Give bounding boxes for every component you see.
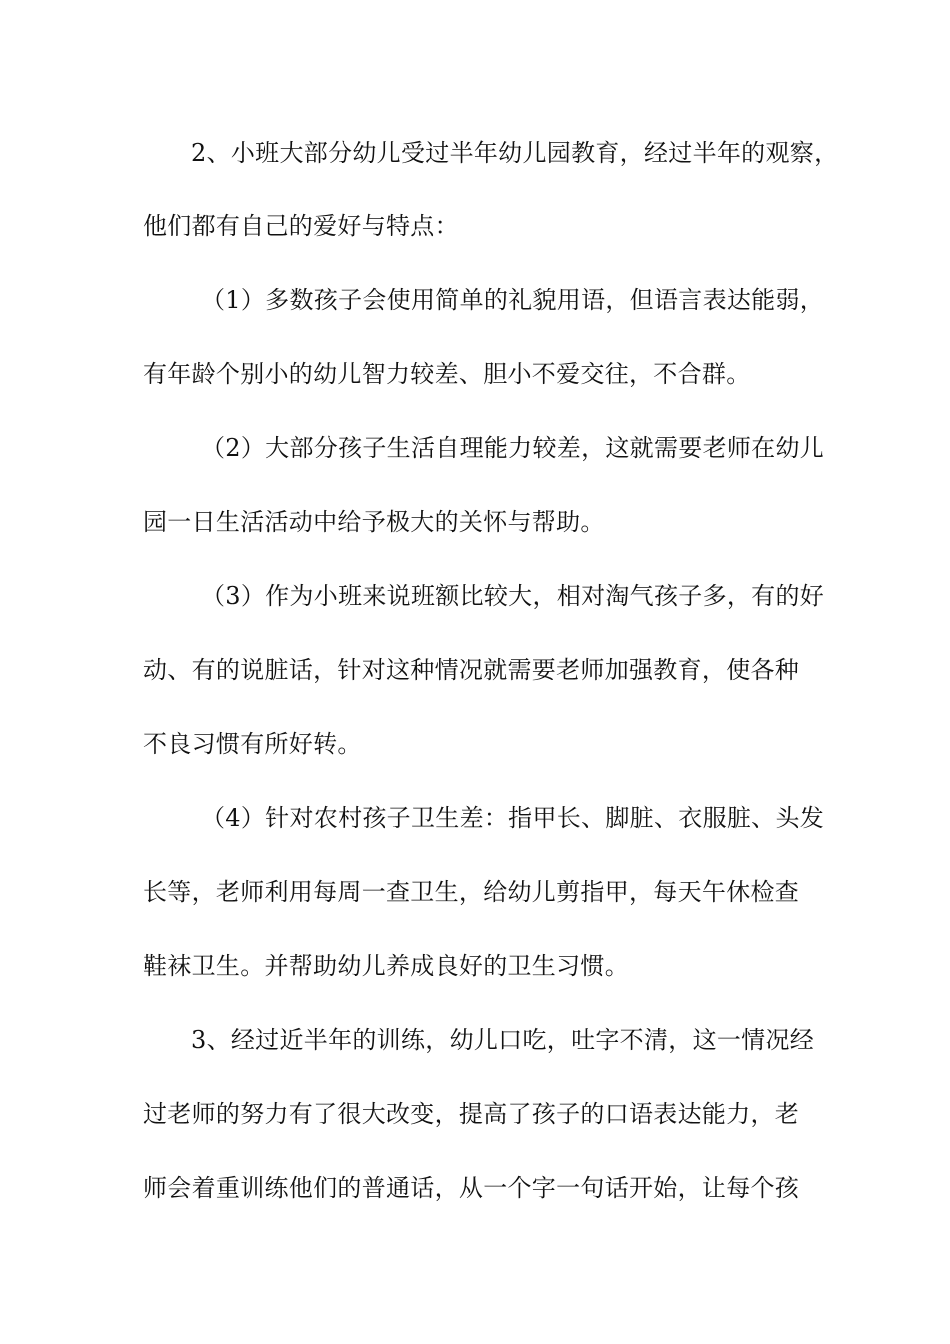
item-2-line-1: （2）大部分孩子生活自理能力较差，这就需要老师在幼儿	[201, 434, 825, 462]
item-3-line-3: 不良习惯有所好转。	[143, 730, 362, 758]
item-4-line-2: 长等，老师利用每周一查卫生，给幼儿剪指甲，每天午休检查	[143, 878, 800, 906]
item-1-line-1: （1）多数孩子会使用简单的礼貌用语，但语言表达能弱，	[201, 286, 825, 314]
item-1-line-2: 有年龄个别小的幼儿智力较差、胆小不爱交往，不合群。	[143, 360, 751, 388]
paragraph-2-line-2: 他们都有自己的爱好与特点：	[143, 212, 459, 240]
paragraph-3-line-3: 师会着重训练他们的普通话，从一个字一句话开始，让每个孩	[143, 1174, 800, 1202]
paragraph-3-line-2: 过老师的努力有了很大改变，提高了孩子的口语表达能力，老	[143, 1100, 800, 1128]
item-2-line-2: 园一日生活活动中给予极大的关怀与帮助。	[143, 508, 605, 536]
item-3-line-1: （3）作为小班来说班额比较大，相对淘气孩子多，有的好	[201, 582, 825, 610]
item-4-line-1: （4）针对农村孩子卫生差：指甲长、脚脏、衣服脏、头发	[201, 804, 825, 832]
item-3-line-2: 动、有的说脏话，针对这种情况就需要老师加强教育，使各种	[143, 656, 800, 684]
paragraph-3-line-1: 3、经过近半年的训练，幼儿口吃，吐字不清，这一情况经	[191, 1026, 815, 1054]
paragraph-2-line-1: 2、小班大部分幼儿受过半年幼儿园教育，经过半年的观察，	[191, 139, 839, 167]
item-4-line-3: 鞋袜卫生。并帮助幼儿养成良好的卫生习惯。	[143, 952, 629, 980]
